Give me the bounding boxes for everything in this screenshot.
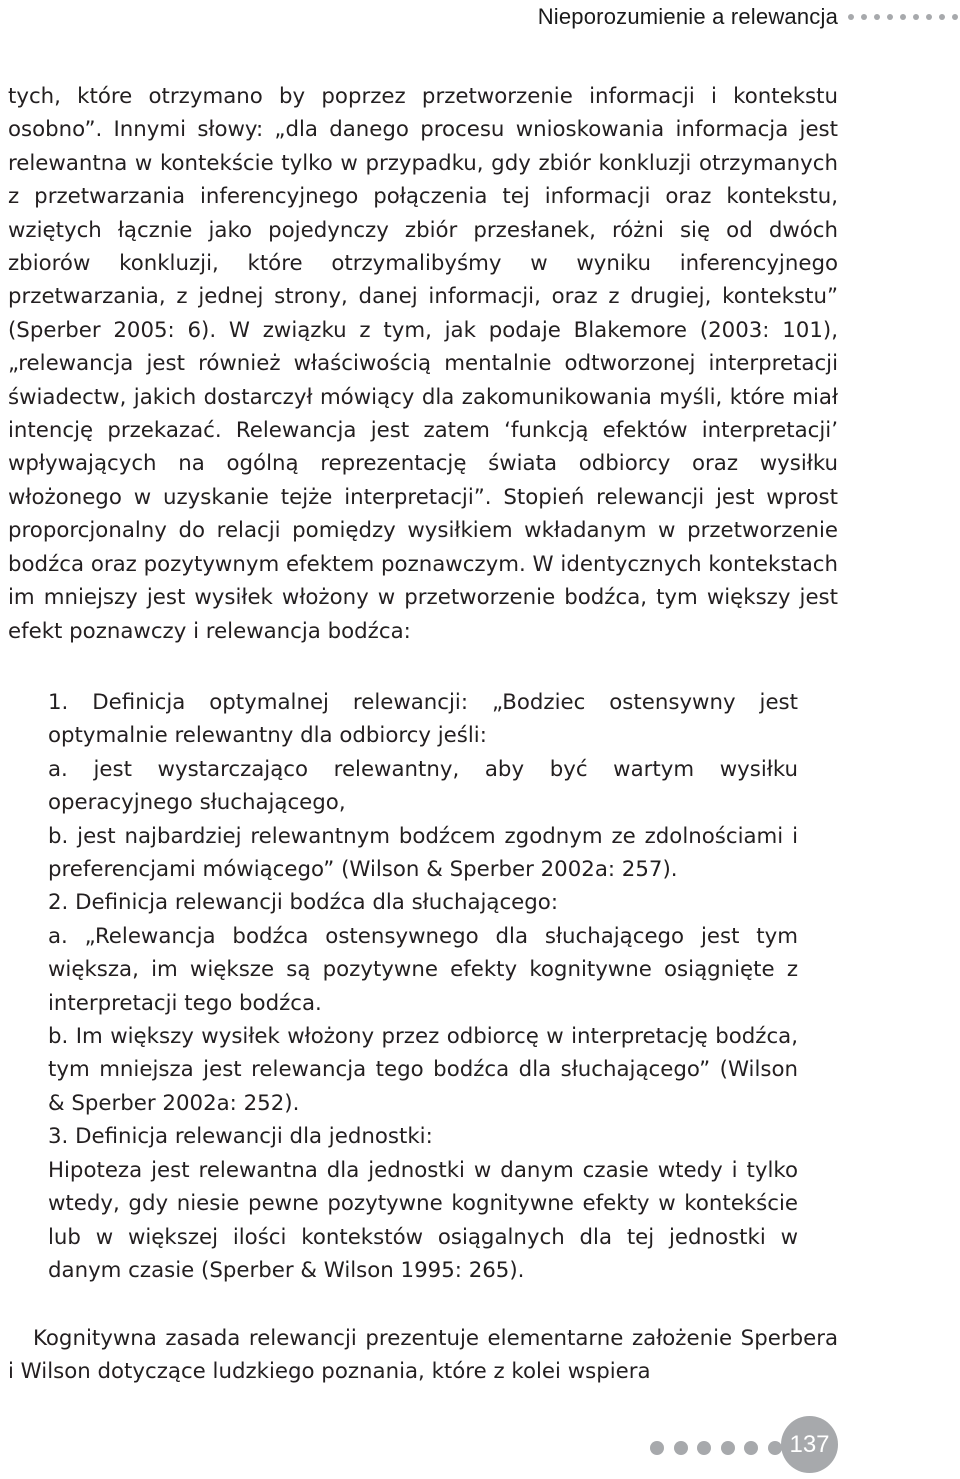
list-item: 1. Definicja optymalnej relewancji: „Bodziec ostensywny jest optymalnie relewantny dla odbiorcy jeśli: (48, 690, 798, 749)
list-item: b. Im większy wysiłek włożony przez odbiorcę w interpretację bodźca, tym mniejsza jest relewancja tego bodźca dla słuchającego” (Wilson & Sperber 2002a: 252). (48, 1024, 798, 1116)
list-item: Hipoteza jest relewantna dla jednostki w danym czasie wtedy i tylko wtedy, gdy niesie pewne pozytywne kognitywne efekty w kontekście lub w większej ilości kontekstów osiągalnych dla tej jednostki w danym czasie (Sperber & Wilson 1995: 265). (48, 1157, 798, 1283)
header-dot-ornament (848, 14, 958, 20)
footer-dot-ornament (650, 1441, 782, 1455)
page-footer (0, 1416, 960, 1476)
list-item: b. jest najbardziej relewantnym bodźcem zgodnym ze zdolnościami i preferencjami mówiącego” (Wilson & Sperber 2002a: 257). (48, 823, 798, 883)
definitions-list (48, 686, 798, 1287)
body-paragraph: Kognitywna zasada relewancji prezentuje elementarne założenie Sperbera i Wilson dotyczące ludzkiego poznania, które z kolei wspiera (8, 1326, 838, 1385)
page-number-badge: 137 (781, 1416, 838, 1473)
running-title: Nieporozumienie a relewancja (537, 4, 838, 29)
list-item: a. jest wystarczająco relewantny, aby być wartym wysiłku operacyjnego słuchającego, (48, 756, 798, 816)
list-item: a. „Relewancja bodźca ostensywnego dla słuchającego jest tym większa, im większe są pozytywne efekty kognitywne osiągnięte z interpretacji tego bodźca. (48, 923, 798, 1016)
body-paragraph: tych, które otrzymano by poprzez przetworzenie informacji i kontekstu osobno”. Innymi słowy: „dla danego procesu wnioskowania informacja jest relewantna w kontekście tylko w przypadku, gdy zbiór konkluzji otrzymanych z przetwarzania inferencyjnego połączenia tej informacji oraz kontekstu, wziętych łącznie jako pojedynczy zbiór przesłanek, różni się od dwóch zbiorów konkluzji, które otrzymalibyśmy w wyniku inferencyjnego przetwarzania, z jednej strony, danej informacji, oraz z drugiej, kontekstu” (Sperber 2005: 6). W związku z tym, jak podaje Blakemore (2003: 101), „relewancja jest również właściwością mentalnie odtworzonej interpretacji świadectw, jakich dostarczył mówiący dla zakomunikowania myśli, które miał intencję przekazać. Relewancja jest zatem ‘funkcją efektów interpretacji’ wpływających na ogólną reprezentację świata odbiorcy oraz wysiłku włożonego w uzyskanie tejże interpretacji”. Stopień relewancji jest wprost proporcjonalny do relacji pomiędzy wysiłkiem wkładanym w przetworzenie bodźca oraz pozytywnym efektem poznawczym. W identycznych kontekstach im mniejszy jest wysiłek włożony w przetworzenie bodźca, tym większy jest efekt poznawczy i relewancja bodźca: (8, 84, 838, 644)
list-item: 3. Definicja relewancji dla jednostki: (48, 1124, 433, 1150)
page-header (0, 0, 960, 36)
list-item: 2. Definicja relewancji bodźca dla słuchającego: (48, 890, 558, 916)
